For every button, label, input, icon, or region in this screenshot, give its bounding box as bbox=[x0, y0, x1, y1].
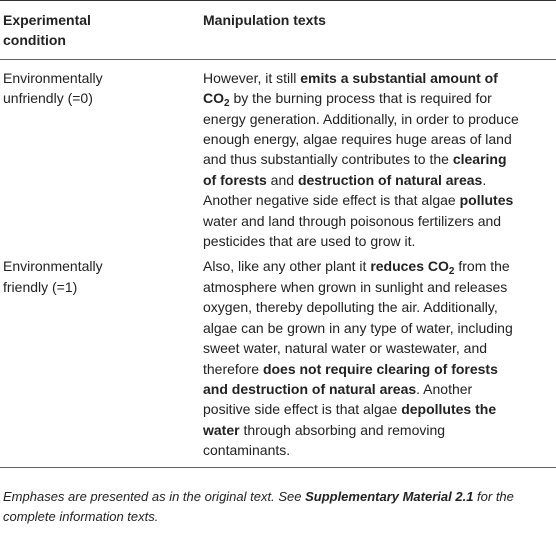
text-line: algae can be grown in any type of water, including bbox=[203, 319, 513, 336]
text-line: oxygen, thereby depolluting the air. Additionally, bbox=[203, 299, 498, 316]
text-line: $CO_2$ by the burning process that is required for bbox=[203, 90, 492, 110]
text-line: and thus substantially contributes to the clearing bbox=[203, 151, 507, 168]
header-experimental-condition: Experimental condition bbox=[0, 1, 200, 60]
text-line: of forests and destruction of natural areas. bbox=[203, 171, 487, 188]
table-footnote: Emphases are presented as in the original text. See Supplementary Material 2.1 for the complete information texts. bbox=[3, 489, 514, 524]
table-row bbox=[0, 59, 556, 253]
text-line: atmosphere when grown in sunlight and releases bbox=[203, 278, 508, 295]
text-line: water through absorbing and removing bbox=[203, 421, 446, 438]
text-line: Another negative side effect is that algae pollutes bbox=[203, 192, 514, 209]
text-line: and destruction of natural areas. Another bbox=[203, 380, 473, 397]
text-line: positive side effect is that algae depollutes the bbox=[203, 401, 497, 418]
text-line: therefore does not require clearing of forests bbox=[203, 360, 498, 377]
text-line: contaminants. bbox=[203, 442, 291, 459]
supplementary-material-reference: Supplementary Material 2.1 bbox=[305, 489, 474, 504]
text-line: pesticides that are used to grow it. bbox=[203, 233, 416, 250]
text-line: water and land through poisonous fertilizers and bbox=[203, 212, 502, 229]
table-row bbox=[0, 253, 556, 467]
condition-cell: Environmentally unfriendly (=0) bbox=[3, 69, 103, 107]
table-header-row bbox=[0, 1, 556, 60]
manipulation-text-cell bbox=[200, 59, 556, 253]
text-line: sweet water, natural water or wastewater, and bbox=[203, 340, 488, 357]
text-line: Also, like any other plant it reduces $CO_2$ from the bbox=[203, 258, 510, 278]
condition-cell: Environmentally friendly (=1) bbox=[0, 253, 200, 467]
text-line: However, it still emits a substantial amount of bbox=[203, 69, 498, 86]
text-line: enough energy, algae requires huge areas of land bbox=[203, 131, 512, 148]
manipulation-text-cell bbox=[200, 253, 556, 467]
text-line: energy generation. Additionally, in order to produce bbox=[203, 110, 519, 127]
header-manipulation-texts: Manipulation texts bbox=[200, 1, 556, 60]
